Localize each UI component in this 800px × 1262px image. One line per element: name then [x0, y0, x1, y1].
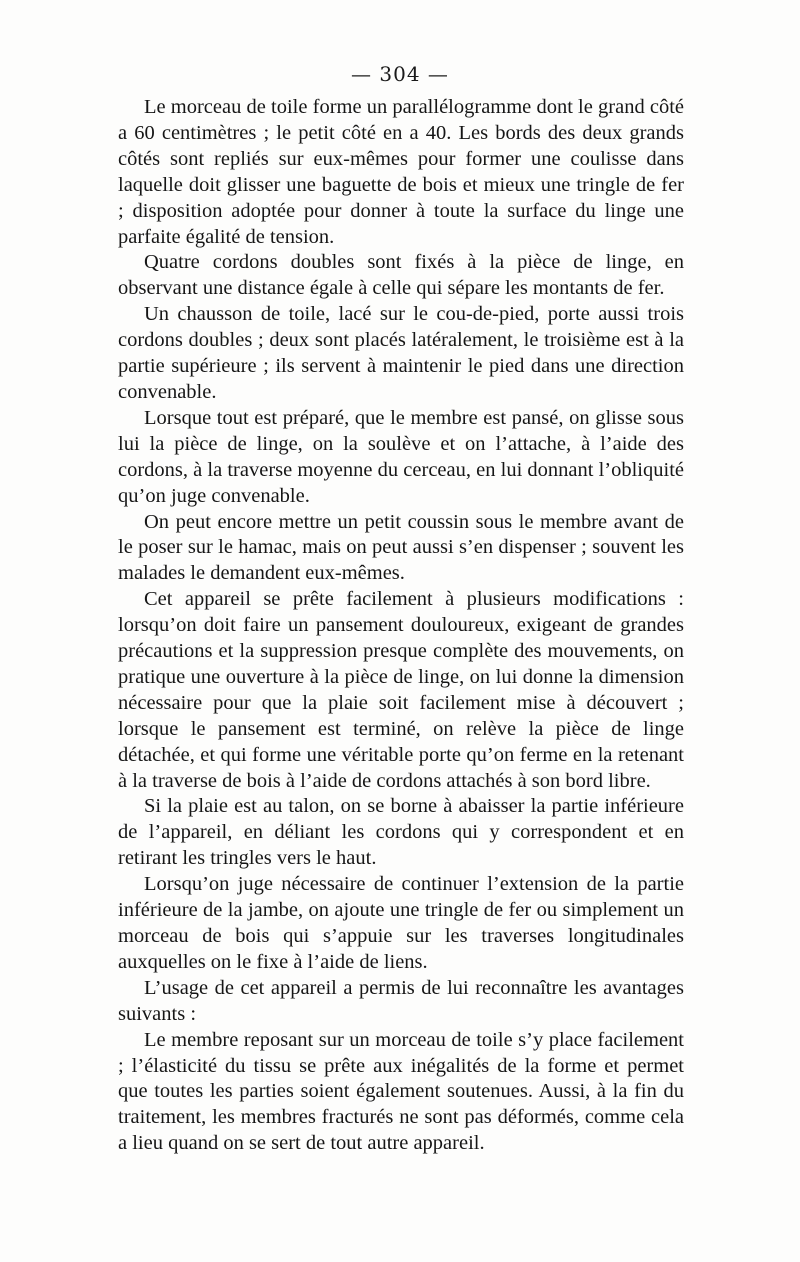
- paragraph: Lorsqu’on juge nécessaire de continuer l’extension de la partie inférieure de la jambe, on ajoute une tringle de fer ou simplement un morceau de bois qui s’appuie sur les traverses longitudinales auxquelles on le fixe à l’aide de liens.: [118, 873, 684, 973]
- paragraph: Quatre cordons doubles sont fixés à la pièce de linge, en observant une distance égale à celle qui sépare les montants de fer.: [118, 251, 684, 300]
- paragraph: Lorsque tout est préparé, que le membre est pansé, on glisse sous lui la pièce de linge, on la soulève et on l’attache, à l’aide des cordons, à la traverse moyenne du cerceau, en lui donnant l’obliquité qu’on juge convenable.: [118, 406, 684, 507]
- paragraph: Le morceau de toile forme un parallélogramme dont le grand côté a 60 centimètres ; le petit côté en a 40. Les bords des deux grands côtés sont repliés sur eux-mêmes pour former une coulisse dans laquelle doit glisser une baguette de bois et mieux une tringle de fer ; disposition adoptée pour donner à toute la surface du linge une parfaite égalité de tension.: [118, 96, 684, 248]
- body-text: [118, 95, 684, 1157]
- paragraph: L’usage de cet appareil a permis de lui reconnaître les avantages suivants :: [118, 976, 684, 1025]
- paragraph: Cet appareil se prête facilement à plusieurs modifications : lorsqu’on doit faire un pansement douloureux, exigeant de grandes précautions et la suppression presque complète des mouvements, on pratique une ouverture à la pièce de linge, on lui donne la dimension nécessaire pour que la plaie soit facilement mise à découvert ; lorsque le pansement est terminé, on relève la pièce de linge détachée, et qui forme une véritable porte qu’on ferme en la retenant à la traverse de bois à l’aide de cordons attachés à son bord libre.: [118, 588, 684, 792]
- paragraph: On peut encore mettre un petit coussin sous le membre avant de le poser sur le hamac, mais on peut aussi s’en dispenser ; souvent les malades le demandent eux-mêmes.: [118, 510, 684, 585]
- paragraph: Un chausson de toile, lacé sur le cou-de-pied, porte aussi trois cordons doubles ; deux sont placés latéralement, le troisième est à la partie supérieure ; ils servent à maintenir le pied dans une direction convenable.: [118, 303, 684, 403]
- paragraph: Si la plaie est au talon, on se borne à abaisser la partie inférieure de l’appareil, en déliant les cordons qui y correspondent et en retirant les tringles vers le haut.: [118, 795, 684, 870]
- paragraph: Le membre reposant sur un morceau de toile s’y place facilement ; l’élasticité du tissu se prête aux inégalités de la forme et permet que toutes les parties soient également soutenues. Aussi, à la fin du traitement, les membres fracturés ne sont pas déformés, comme cela a lieu quand on se sert de tout autre appareil.: [118, 1028, 684, 1155]
- page-number: — 304 —: [351, 62, 449, 86]
